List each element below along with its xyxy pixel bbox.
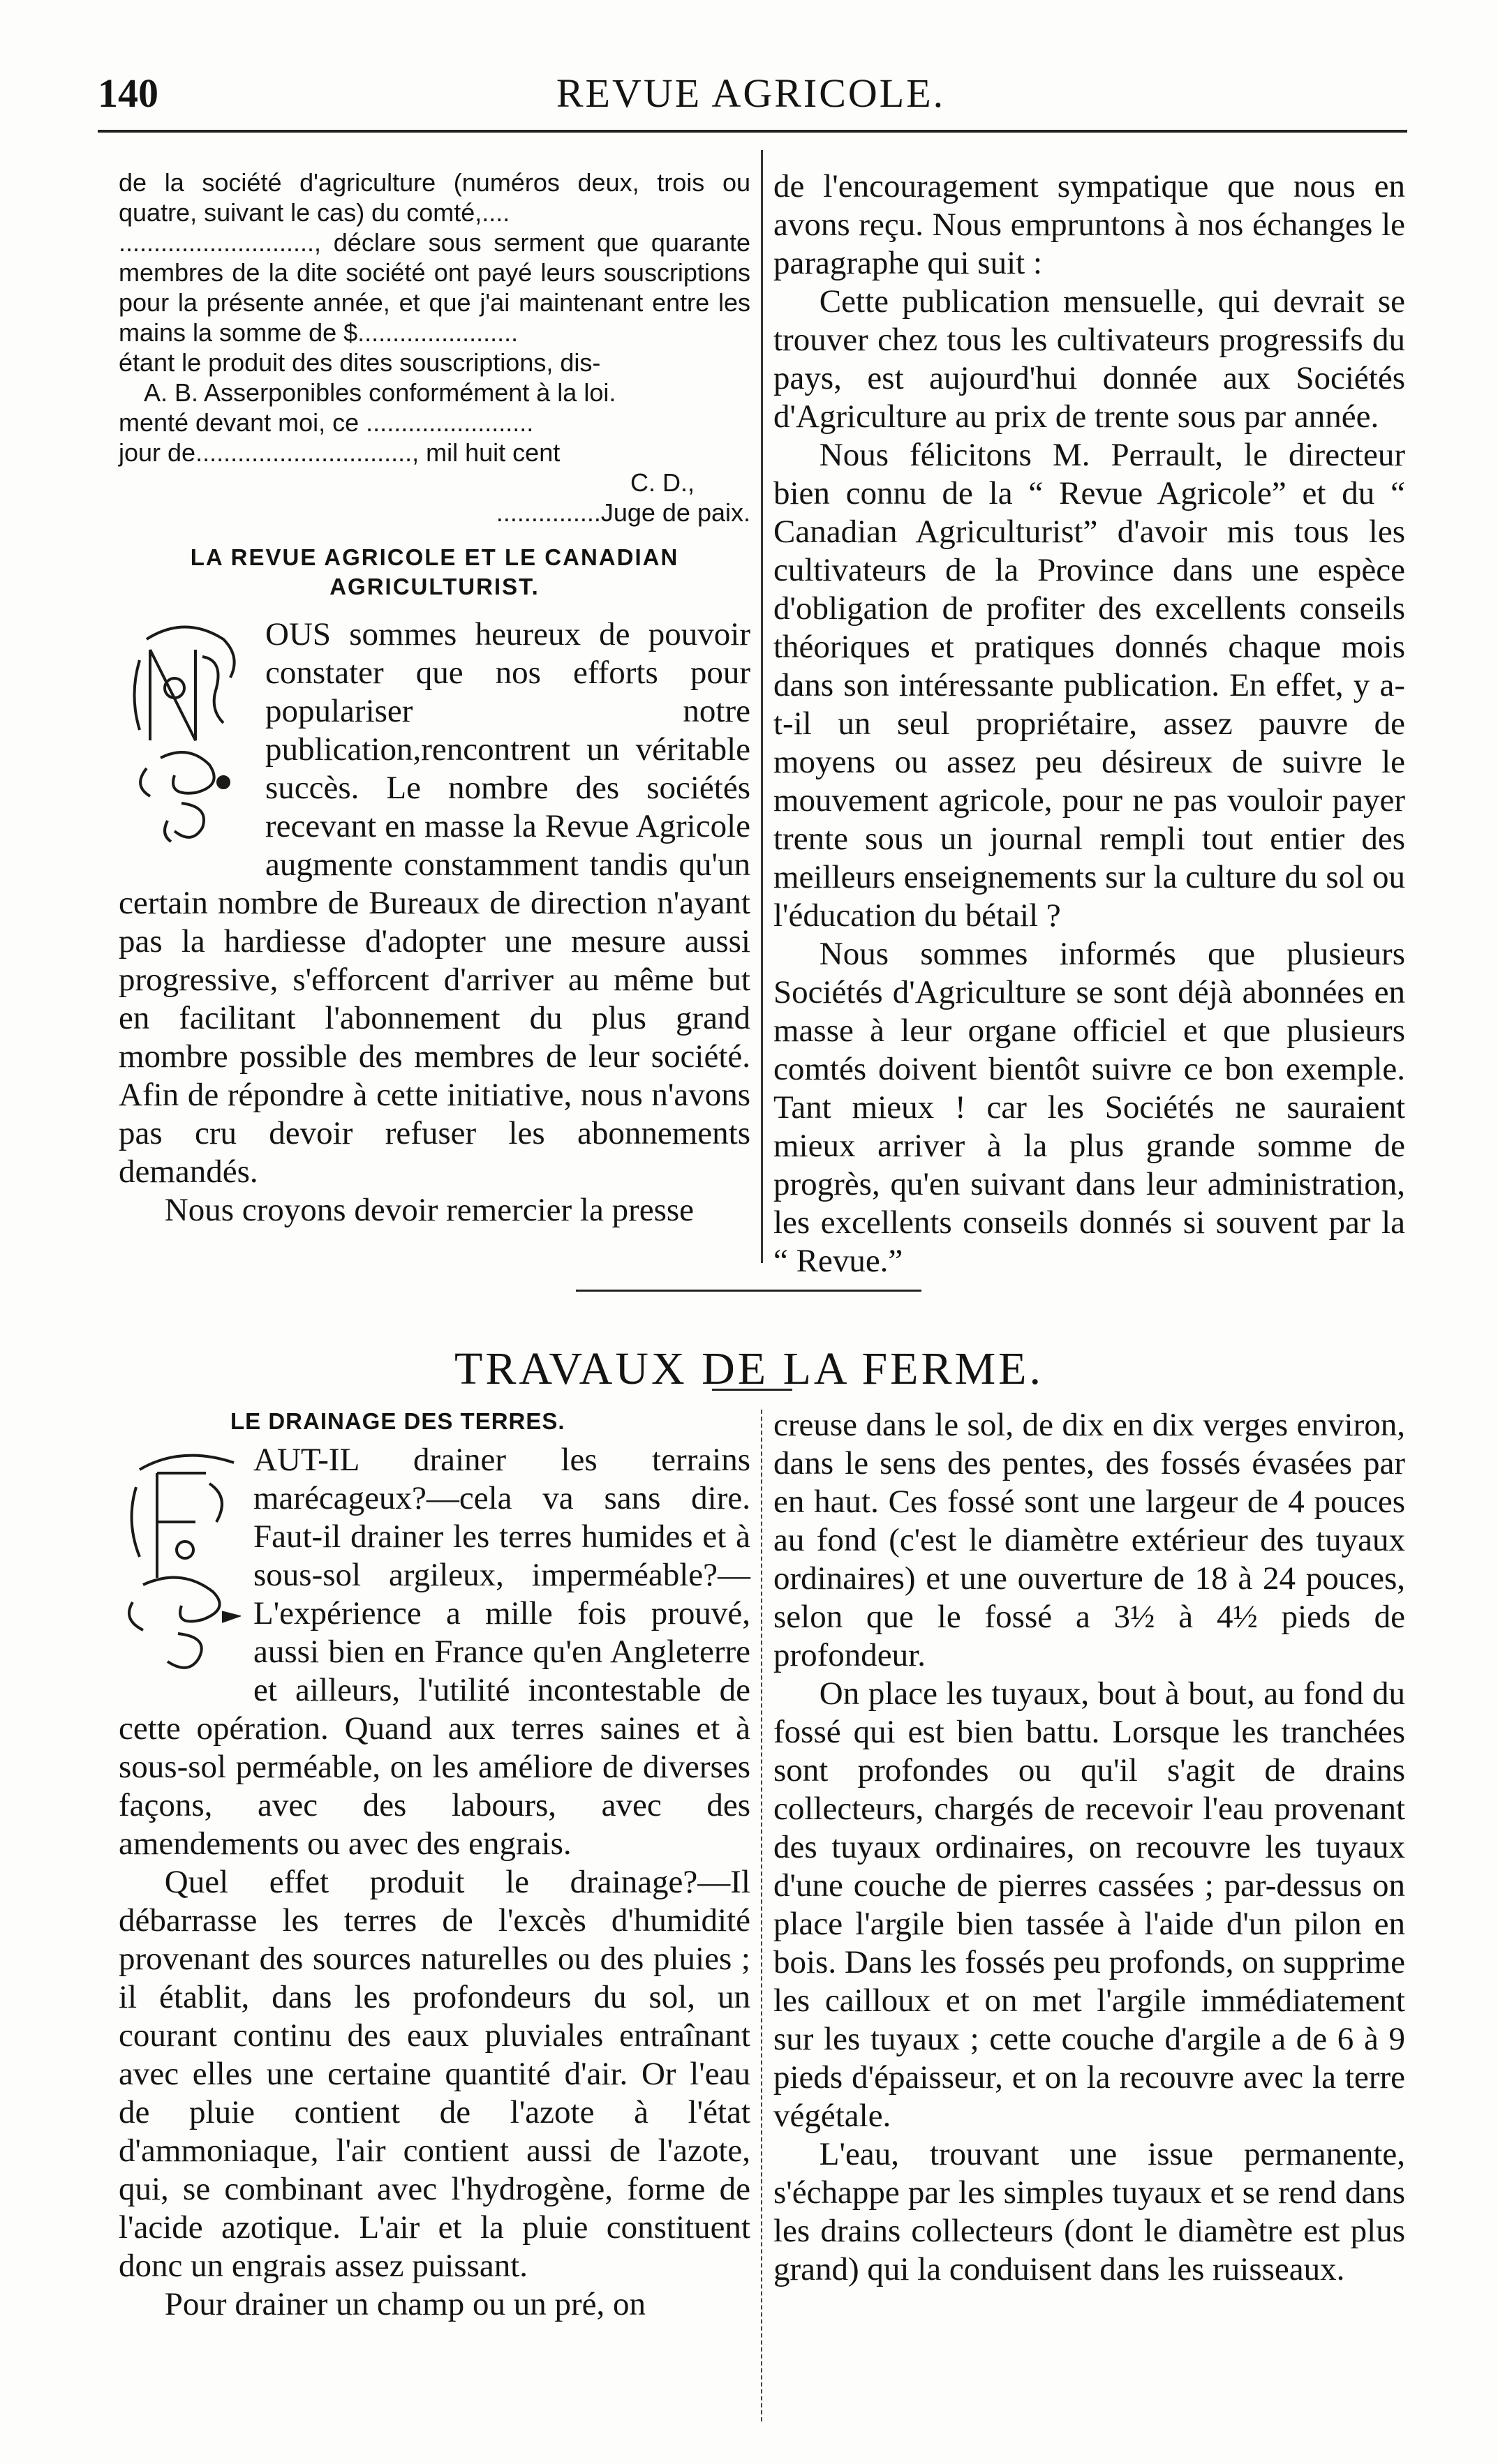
article-paragraph: L'eau, trouvant une issue permanente, s'échappe par les simples tuyaux et se rend dans les drains collecteurs (dont le diamètre est plus grand) qui la conduisent dans les ruisseaux. — [773, 2136, 1405, 2287]
ornamental-initial-n-icon — [119, 618, 251, 849]
article-heading: LE DRAINAGE DES TERRES. — [230, 1408, 565, 1434]
article-paragraph: OUS sommes heureux de pouvoir constater que nos efforts pour populariser notre publication,rencontrent un véritable succès. Le nombre des sociétés recevant en masse la Revue Agricole augmente constamment tandis qu'un certain nombre de Bureaux de direction n'ayant pas la hardiesse d'adopter une mesure aussi progressive, s'efforcent d'arriver au même but en facilitant l'abonnement du plus grand mombre possible des membres de leur société. Afin de répondre à cette initiative, nous n'avons pas cru devoir refuser les abonnements demandés. — [119, 616, 750, 1190]
affidavit-line: ............................, déclare sous serment que quarante membres de la dite société ont payé leurs souscriptions pour la présente année, et que j'ai maintenant entre les mains la somme de $....................... — [119, 228, 750, 347]
signature-judge: ...............Juge de paix. — [496, 498, 750, 527]
ornamental-initial-f-icon — [119, 1445, 241, 1679]
article-paragraph: Cette publication mensuelle, qui devrait se trouver chez tous les cultivateurs progressifs du pays, est aujourd'hui donnée aux Sociétés d'Agriculture au prix de trente sous par année. — [773, 283, 1405, 435]
section-rule — [576, 1290, 921, 1292]
page-number: 140 — [98, 70, 158, 116]
affidavit-line: de la société d'agriculture (numéros deux, trois ou quatre, suivant le cas) du comté,.... — [119, 168, 750, 227]
column-rule — [761, 1410, 762, 2421]
article-paragraph: Nous croyons devoir remercier la presse — [164, 1192, 695, 1228]
top-left-column — [119, 167, 750, 1230]
article-paragraph: creuse dans le sol, de dix en dix verges environ, dans le sens des pentes, des fossés évasées par en haut. Ces fossé sont une largeur de 4 pouces au fond (c'est le diamètre extérieur des tuyaux ordinaires) et une ouverture de 18 à 24 pouces, selon que le fossé a 3½ à 4½ pieds de profondeur. — [773, 1407, 1405, 1673]
column-rule — [761, 150, 763, 1263]
header-rule — [98, 130, 1407, 133]
affidavit-line: étant le produit des dites souscriptions, dis- — [119, 348, 601, 377]
article-paragraph: Quel effet produit le drainage?—Il débarrasse les terres de l'excès d'humidité provenant des sources naturelles ou des pluies ; il établit, dans les profondeurs du sol, un courant continu des eaux pluviales entraînant avec elles une certaine quantité d'air. Or l'eau de pluie contient de l'azote à l'état d'ammoniaque, l'air contient aussi de l'azote, qui, se combinant avec l'hydrogène, forme de l'acide azotique. L'air et la pluie constituent donc un engrais assez puissant. — [119, 1864, 750, 2284]
affidavit-line: menté devant moi, ce ........................ — [119, 408, 534, 437]
bottom-right-column — [773, 1406, 1405, 2289]
article-heading-line: LA REVUE AGRICOLE ET LE CANADIAN — [190, 544, 679, 570]
article-paragraph: Pour drainer un champ ou un pré, on — [164, 2286, 646, 2322]
article-body — [119, 615, 750, 1230]
ornamental-initial-n-icon — [119, 618, 251, 849]
bottom-left-column — [119, 1406, 750, 2324]
affidavit-line: A. B. Asserponibles conformément à la loi. — [144, 378, 616, 407]
running-head — [98, 70, 1404, 126]
article-paragraph: Nous sommes informés que plusieurs Sociétés d'Agriculture se sont déjà abonnées en masse à leur organe officiel et que plusieurs comtés doivent bientôt suivre ce bon exemple. Tant mieux ! car les Sociétés ne sauraient mieux arriver à la plus grande somme de progrès, qu'en suivant dans leur administration, les excellents conseils donnés si souvent par la “ Revue.” — [773, 936, 1405, 1279]
article-heading-line: AGRICULTURIST. — [329, 574, 540, 599]
section-title: TRAVAUX DE LA FERME. — [454, 1343, 1044, 1395]
journal-title: REVUE AGRICOLE. — [556, 70, 946, 116]
article-paragraph: AUT-IL drainer les terrains marécageux?—cela va sans dire. Faut-il drainer les terres humides et à sous-sol argileux, imperméable?—L'expérience a mille fois prouvé, aussi bien en France qu'en Angleterre et ailleurs, l'utilité incontestable de cette opération. Quand aux terres saines et à sous-sol perméable, on les améliore de diverses façons, avec des labours, avec des amendements ou avec des engrais. — [119, 1442, 750, 1862]
ornamental-initial-f-icon — [119, 1445, 241, 1679]
top-right-column — [773, 167, 1405, 1280]
signature-initials: C. D., — [630, 468, 695, 497]
section-short-rule — [712, 1389, 792, 1391]
article-heading — [119, 543, 750, 602]
affidavit-line: jour de..............................., mil huit cent — [119, 438, 561, 467]
article-paragraph: de l'encouragement sympatique que nous en avons reçu. Nous empruntons à nos échanges le paragraphe qui suit : — [773, 168, 1405, 281]
affidavit-form — [119, 167, 750, 528]
article-paragraph: On place les tuyaux, bout à bout, au fond du fossé qui est bien battu. Lorsque les tranchées sont profondes ou qu'il s'agit de drains collecteurs, chargés de recevoir l'eau provenant des tuyaux ordinaires, on recouvre les tuyaux d'une couche de pierres cassées ; par-dessus on place l'argile bien tassée à l'aide d'un pilon en bois. Dans les fossés peu profonds, on supprime les cailloux et on met l'argile immédiatement sur les tuyaux ; cette couche d'argile a de 6 à 9 pieds d'épaisseur, et on la recouvre avec la terre végétale. — [773, 1675, 1405, 2134]
article-paragraph: Nous félicitons M. Perrault, le directeur bien connu de la “ Revue Agricole” et du “ Canadian Agriculturist” d'avoir mis tous les cultivateurs de la Province dans une espèce d'obligation de profiter des excellents conseils théoriques et pratiques donnés chaque mois dans son intéressante publication. En effet, y a-t-il un seul propriétaire, assez pauvre de moyens ou assez peu désireux de suivre le mouvement agricole, pour ne pas vouloir payer trente sous un journal rempli tout entier des meilleurs enseignements sur la culture du sol ou l'éducation du bétail ? — [773, 437, 1405, 934]
